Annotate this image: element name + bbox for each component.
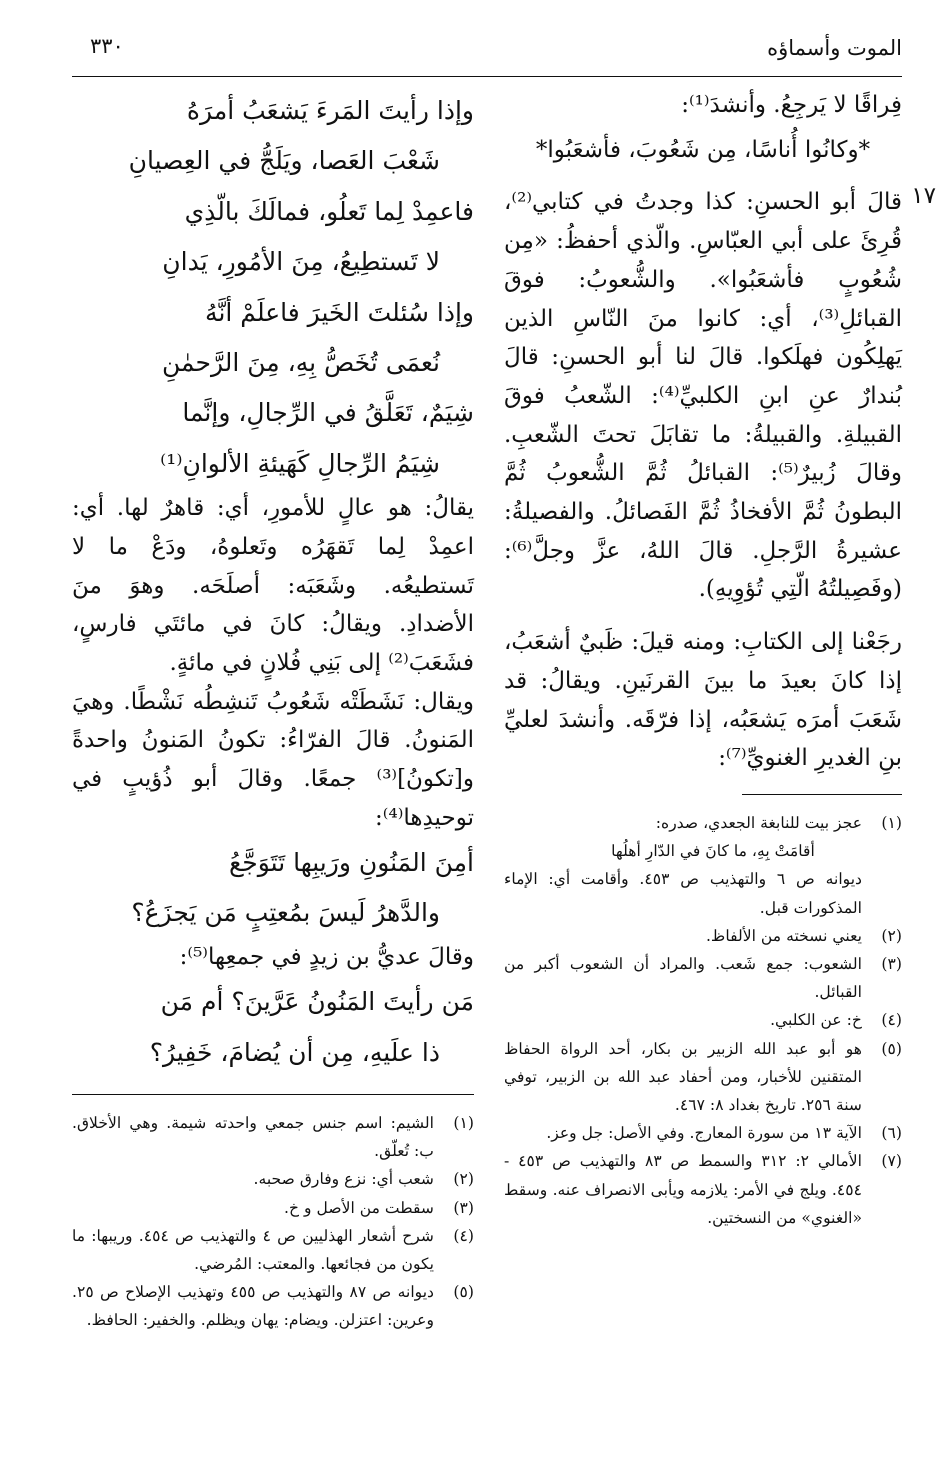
verse-line: شِيَمٌ، تَعَلَّقُ في الرِّجالِ، وإنَّما: [182, 398, 474, 428]
header-rule: [72, 76, 902, 77]
right-column: [504, 86, 936, 1232]
footnote: (١) الشيم: اسم جنس جمعي واحدته شيمة. وهي الأخلاق. ب: تُعلّق.: [72, 1113, 474, 1161]
left-paragraph-2: ويقال: نَشَطَتْه شَعُوبُ تَنشِطُه نَشْطًا. وهيَ المَنونُ. قالَ الفرّاءُ: تكونُ المَنونُ واحدةً و[تكونُ]⁽³⁾ جمعًا. وقالَ أبو ذُؤيبٍ في توحيدِها⁽⁴⁾:: [72, 688, 474, 831]
footnote: (٦) الآية ١٣ من سورة المعارج. وفي الأصل: جل وعز.: [546, 1124, 902, 1143]
footnote: (٢) شعب أي: نزع وفارق صحبه.: [253, 1170, 474, 1189]
verse-line: أمِنَ المَنُونِ ورَيبِها تَتَوَجَّعُ: [228, 847, 474, 877]
verse-line: وإذا سُئلتَ الخَيرَ فاعلَمْ أنَّهُ: [205, 297, 474, 327]
poem-block-1: [72, 86, 474, 489]
left-paragraph-1: يقالُ: هو عالٍ للأمورِ، أي: قاهرٌ لها. أي: اعمِدْ لِما تَقهَرُه وتَعلوهُ، ودَعْ ما لا تَستطيعُه. وشَعَبَه: أصلَحَه. وهوَ منَ الأضدادِ. ويقالُ: كانَ في مائتَي فارسٍ، فشَعَبَ⁽²⁾ إلى بَنِي فُلانٍ في مائةٍ.: [72, 495, 474, 677]
left-paragraph-3: وقالَ عديُّ بن زيدٍ في جمعِها⁽⁵⁾:: [179, 944, 474, 971]
poem-block-2: [72, 838, 474, 939]
verse-line: شَعْبَ العَصا، ويَلَجُّ في العِصيانِ: [128, 146, 440, 176]
right-paragraph-1: فِراقًا لا يَرجِعُ. وأنشدَ⁽¹⁾:: [681, 92, 902, 118]
running-header-title: الموت وأسماؤه: [767, 36, 902, 60]
footnote: (٤) شرح أشعار الهذليين ص ٤ والتهذيب ص ٤٥٤. وريبها: ما يكون من فجائعها. والمعتب: المُرضي.: [72, 1226, 474, 1273]
page-number: ٣٣٠: [90, 34, 124, 58]
footnote: (٧) الأمالي ٢: ٣١٢ والسمط ص ٨٣ والتهذيب ص ٤٥٣ - ٤٥٤. ويلج في الأمر: يلازمه ويأبى الانصراف عنه. وسقط «الغنوي» من النسختين.: [504, 1152, 902, 1227]
footnote-verse: أقامَتْ بِهِ، ما كانَ في الدّارِ أهلُها: [611, 842, 815, 861]
right-paragraph-2: قالَ أبو الحسنِ: كذا وجدتُ في كتابي⁽²⁾، قُرِئَ على أبي العبّاسِ. والّذي أحفظُ: «مِن شُعُوبٍ فأشعَبُوا». والشُّعوبُ: فوقَ القبائلِ⁽³⁾، أي: كانوا منَ النّاسِ الذين يَهلِكُون فهلَكوا. قالَ لنا أبو الحسنِ: قالَ بُندارٌ عنِ ابنِ الكلبيِّ⁽⁴⁾: الشّعبُ فوقَ القبيلةِ. والقبيلةُ: ما تقابَلَ تحتَ الشّعبِ. وقالَ زُبيرٌ⁽⁵⁾: القبائلُ ثُمَّ الشُّعوبُ ثُمَّ البطونُ ثُمَّ الأفخاذُ ثُمَّ الفَصائلُ. والفصيلةُ: عشيرةُ الرَّجلِ. قالَ اللهُ، عزَّ وجلَّ⁽⁶⁾: (وفَصِيلتُهُ الّتِي تُؤوِيهِ).: [504, 189, 903, 603]
verse-line: لا تَستطِيعُ، مِنَ الأمُورِ، يَدانِ: [162, 247, 440, 277]
margin-number: ١٧: [911, 183, 936, 210]
verse-line: فاعمِدْ لِما تَعلُو، فمالَكَ بالّذِي: [184, 196, 474, 226]
left-footnotes: [72, 1109, 474, 1335]
poem-block-3: [72, 977, 474, 1078]
verse-line: وإذا رأيتَ المَرءَ يَشعَبُ أمرَهُ: [186, 96, 474, 125]
footnote: (٥) ديوانه ص ٨٧ والتهذيب ص ٤٥٥ وتهذيب الإصلاح ص ٢٥. وعرين: اعتزلن. ويضام: يهان ويظلم. والخفير: الحافظ.: [72, 1283, 474, 1330]
footnote: (٢) يعني نسخته من الألفاظ.: [705, 926, 902, 945]
verse-line: ذا علَيهِ، مِن أن يُضامَ، خَفِيرُ؟: [149, 1037, 440, 1067]
right-verse-line: *وكانُوا أُناسًا، مِن شَعُوبَ، فأشعَبُوا*: [535, 136, 871, 163]
verse-line: مَن رأيتَ المَنُونُ عَرَّينَ؟ أم مَن: [160, 987, 474, 1017]
verse-line: شِيَمُ الرِّجالِ كَهَيئةِ الألوانِ⁽¹⁾: [160, 448, 440, 478]
footnote: ديوانه ص ٦ والتهذيب ص ٤٥٣. وأقامت أي: الإماء المذكورات قبل.: [504, 870, 862, 917]
footnote: (١) عجز بيت للنابغة الجعدي، صدره:: [655, 813, 902, 832]
footnote-rule: [742, 794, 902, 795]
left-column: [72, 86, 474, 1335]
verse-line: نُعمَى تُخَصُّ بِهِ، مِنَ الرَّحمٰنِ: [162, 348, 440, 378]
right-footnotes: [504, 809, 902, 1232]
verse-line: والدَّهرُ لَيسَ بمُعتِبٍ مَن يَجزَعُ؟: [131, 897, 440, 927]
right-paragraph-3: رجَعْنا إلى الكتابِ: ومنه قيلَ: ظَبيٌ أشعَبُ، إذا كانَ بعيدَ ما بينَ القرنَينِ. ويقالُ: قد شَعَبَ أمرَه يَشعَبُه، إذا فرّقَه. وأنشدَ لعليِّ بنِ الغديرِ الغنويِّ⁽⁷⁾:: [504, 629, 902, 772]
footnote-rule: [72, 1094, 474, 1095]
footnote: (٤) خ: عن الكلبي.: [770, 1011, 902, 1030]
footnote: (٣) سقطت من الأصل و خ.: [284, 1198, 474, 1217]
footnote: (٣) الشعوب: جمع شَعب. والمراد أن الشعوب أكبر من القبائل.: [504, 954, 902, 1002]
footnote: (٥) هو أبو عبد الله الزبير بن بكار، أحد الرواة الحفاظ المتقنين للأخبار، ومن أحفاد عبد الله بن الزبير، توفي سنة ٢٥٦. تاريخ بغداد ٨: ٤٦٧.: [504, 1039, 902, 1114]
